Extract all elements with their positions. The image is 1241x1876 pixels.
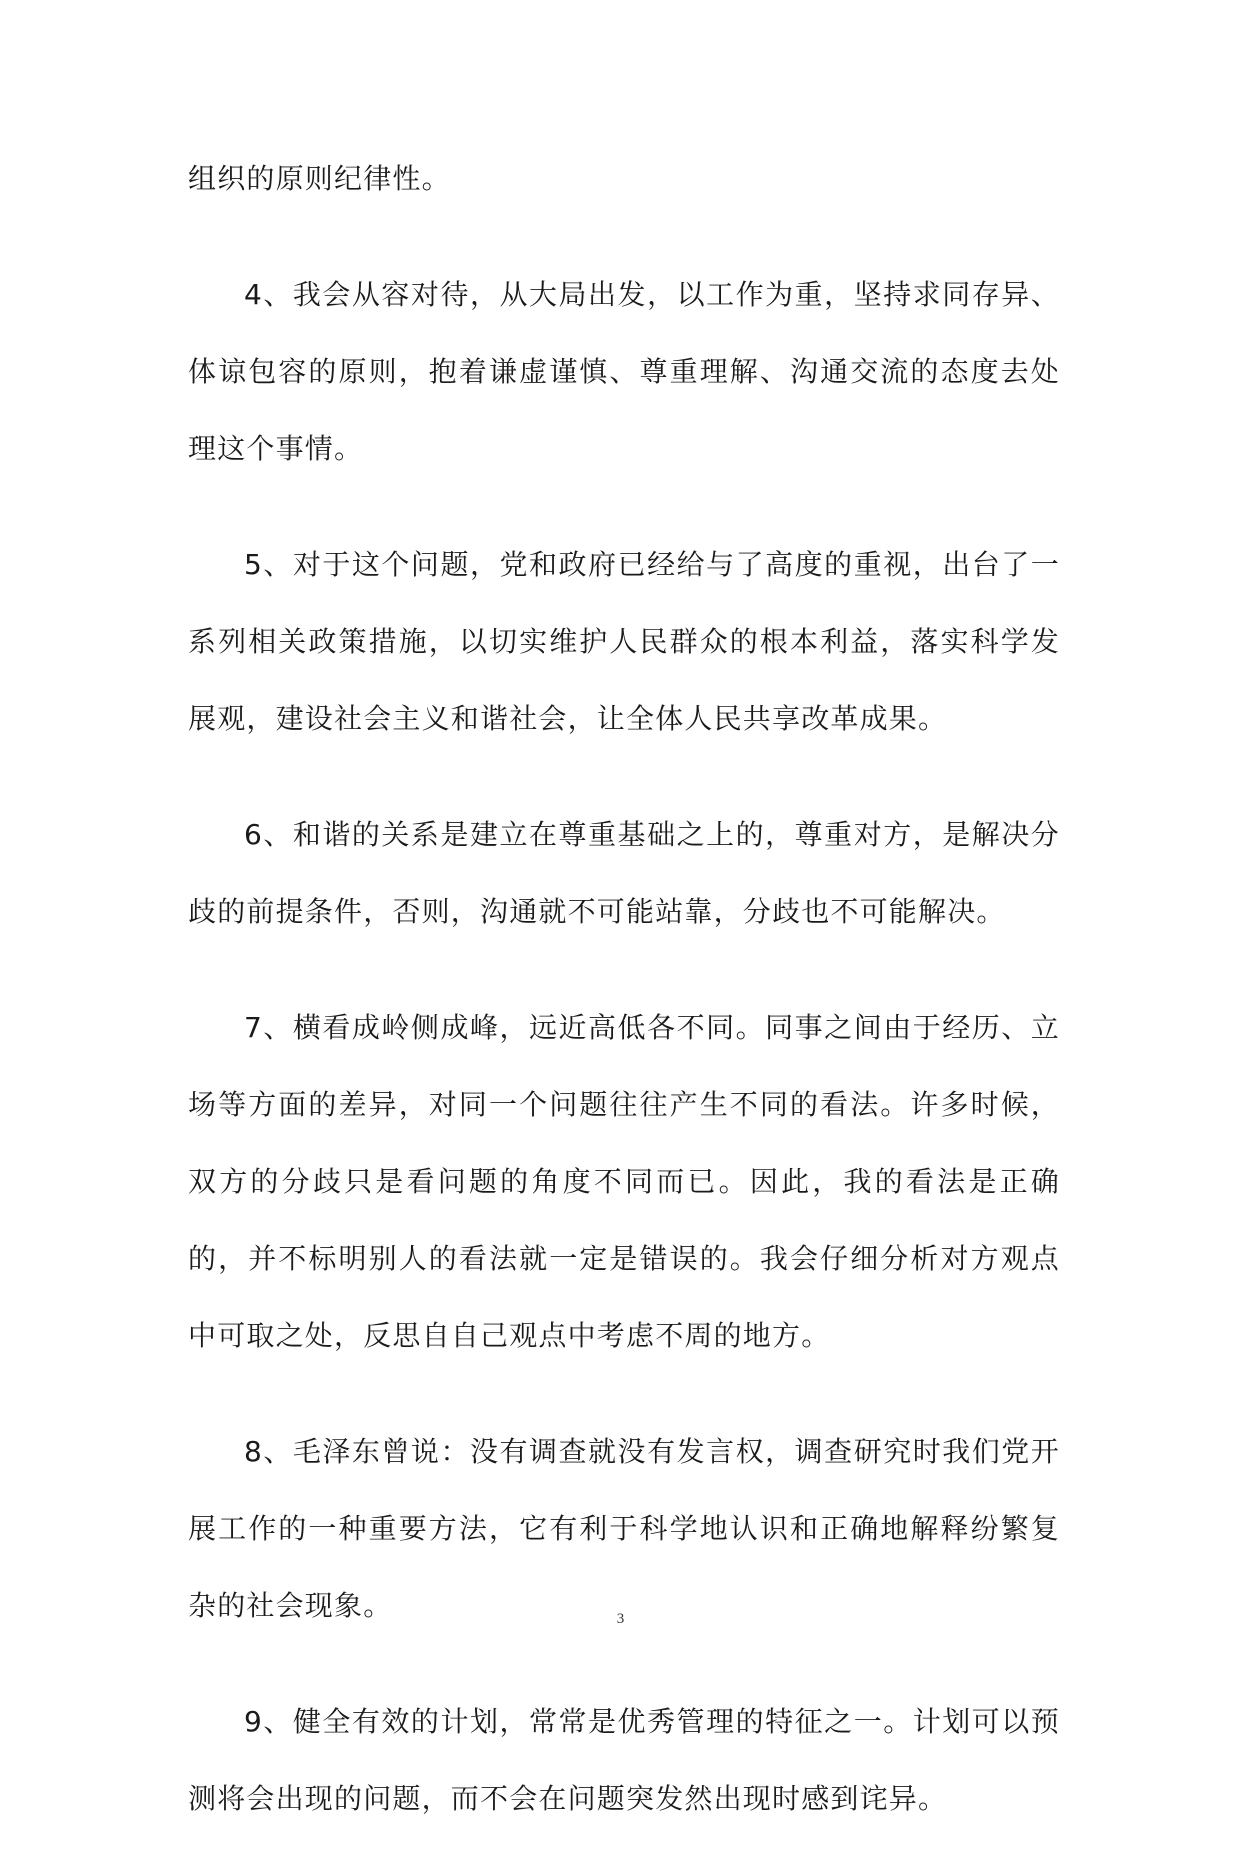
paragraph-item-5: 5、对于这个问题，党和政府已经给与了高度的重视，出台了一系列相关政策措施，以切实维护人民群众的根本利益，落实科学发展观，建设社会主义和谐社会，让全体人民共享改革成果。 <box>188 548 1060 735</box>
page-number: 3 <box>616 1611 625 1627</box>
paragraph-item-8: 8、毛泽东曾说：没有调查就没有发言权，调查研究时我们党开展工作的一种重要方法，它有利于科学地认识和正确地解释纷繁复杂的社会现象。 <box>188 1435 1060 1622</box>
paragraph-continuation: 组织的原则纪律性。 <box>188 162 451 195</box>
paragraph-item-4: 4、我会从容对待，从大局出发，以工作为重，坚持求同存异、体谅包容的原则，抱着谦虚谨慎、尊重理解、沟通交流的态度去处理这个事情。 <box>188 278 1060 465</box>
paragraph-item-6: 6、和谐的关系是建立在尊重基础之上的，尊重对方，是解决分歧的前提条件，否则，沟通就不可能站靠，分歧也不可能解决。 <box>188 818 1060 928</box>
paragraph-item-9: 9、健全有效的计划，常常是优秀管理的特征之一。计划可以预测将会出现的问题，而不会在问题突发然出现时感到诧异。 <box>188 1705 1060 1815</box>
paragraph-item-7: 7、横看成岭侧成峰，远近高低各不同。同事之间由于经历、立场等方面的差异，对同一个问题往往产生不同的看法。许多时候，双方的分歧只是看问题的角度不同而已。因此，我的看法是正确的，并不标明别人的看法就一定是错误的。我会仔细分析对方观点中可取之处，反思自自己观点中考虑不周的地方。 <box>188 1011 1060 1352</box>
